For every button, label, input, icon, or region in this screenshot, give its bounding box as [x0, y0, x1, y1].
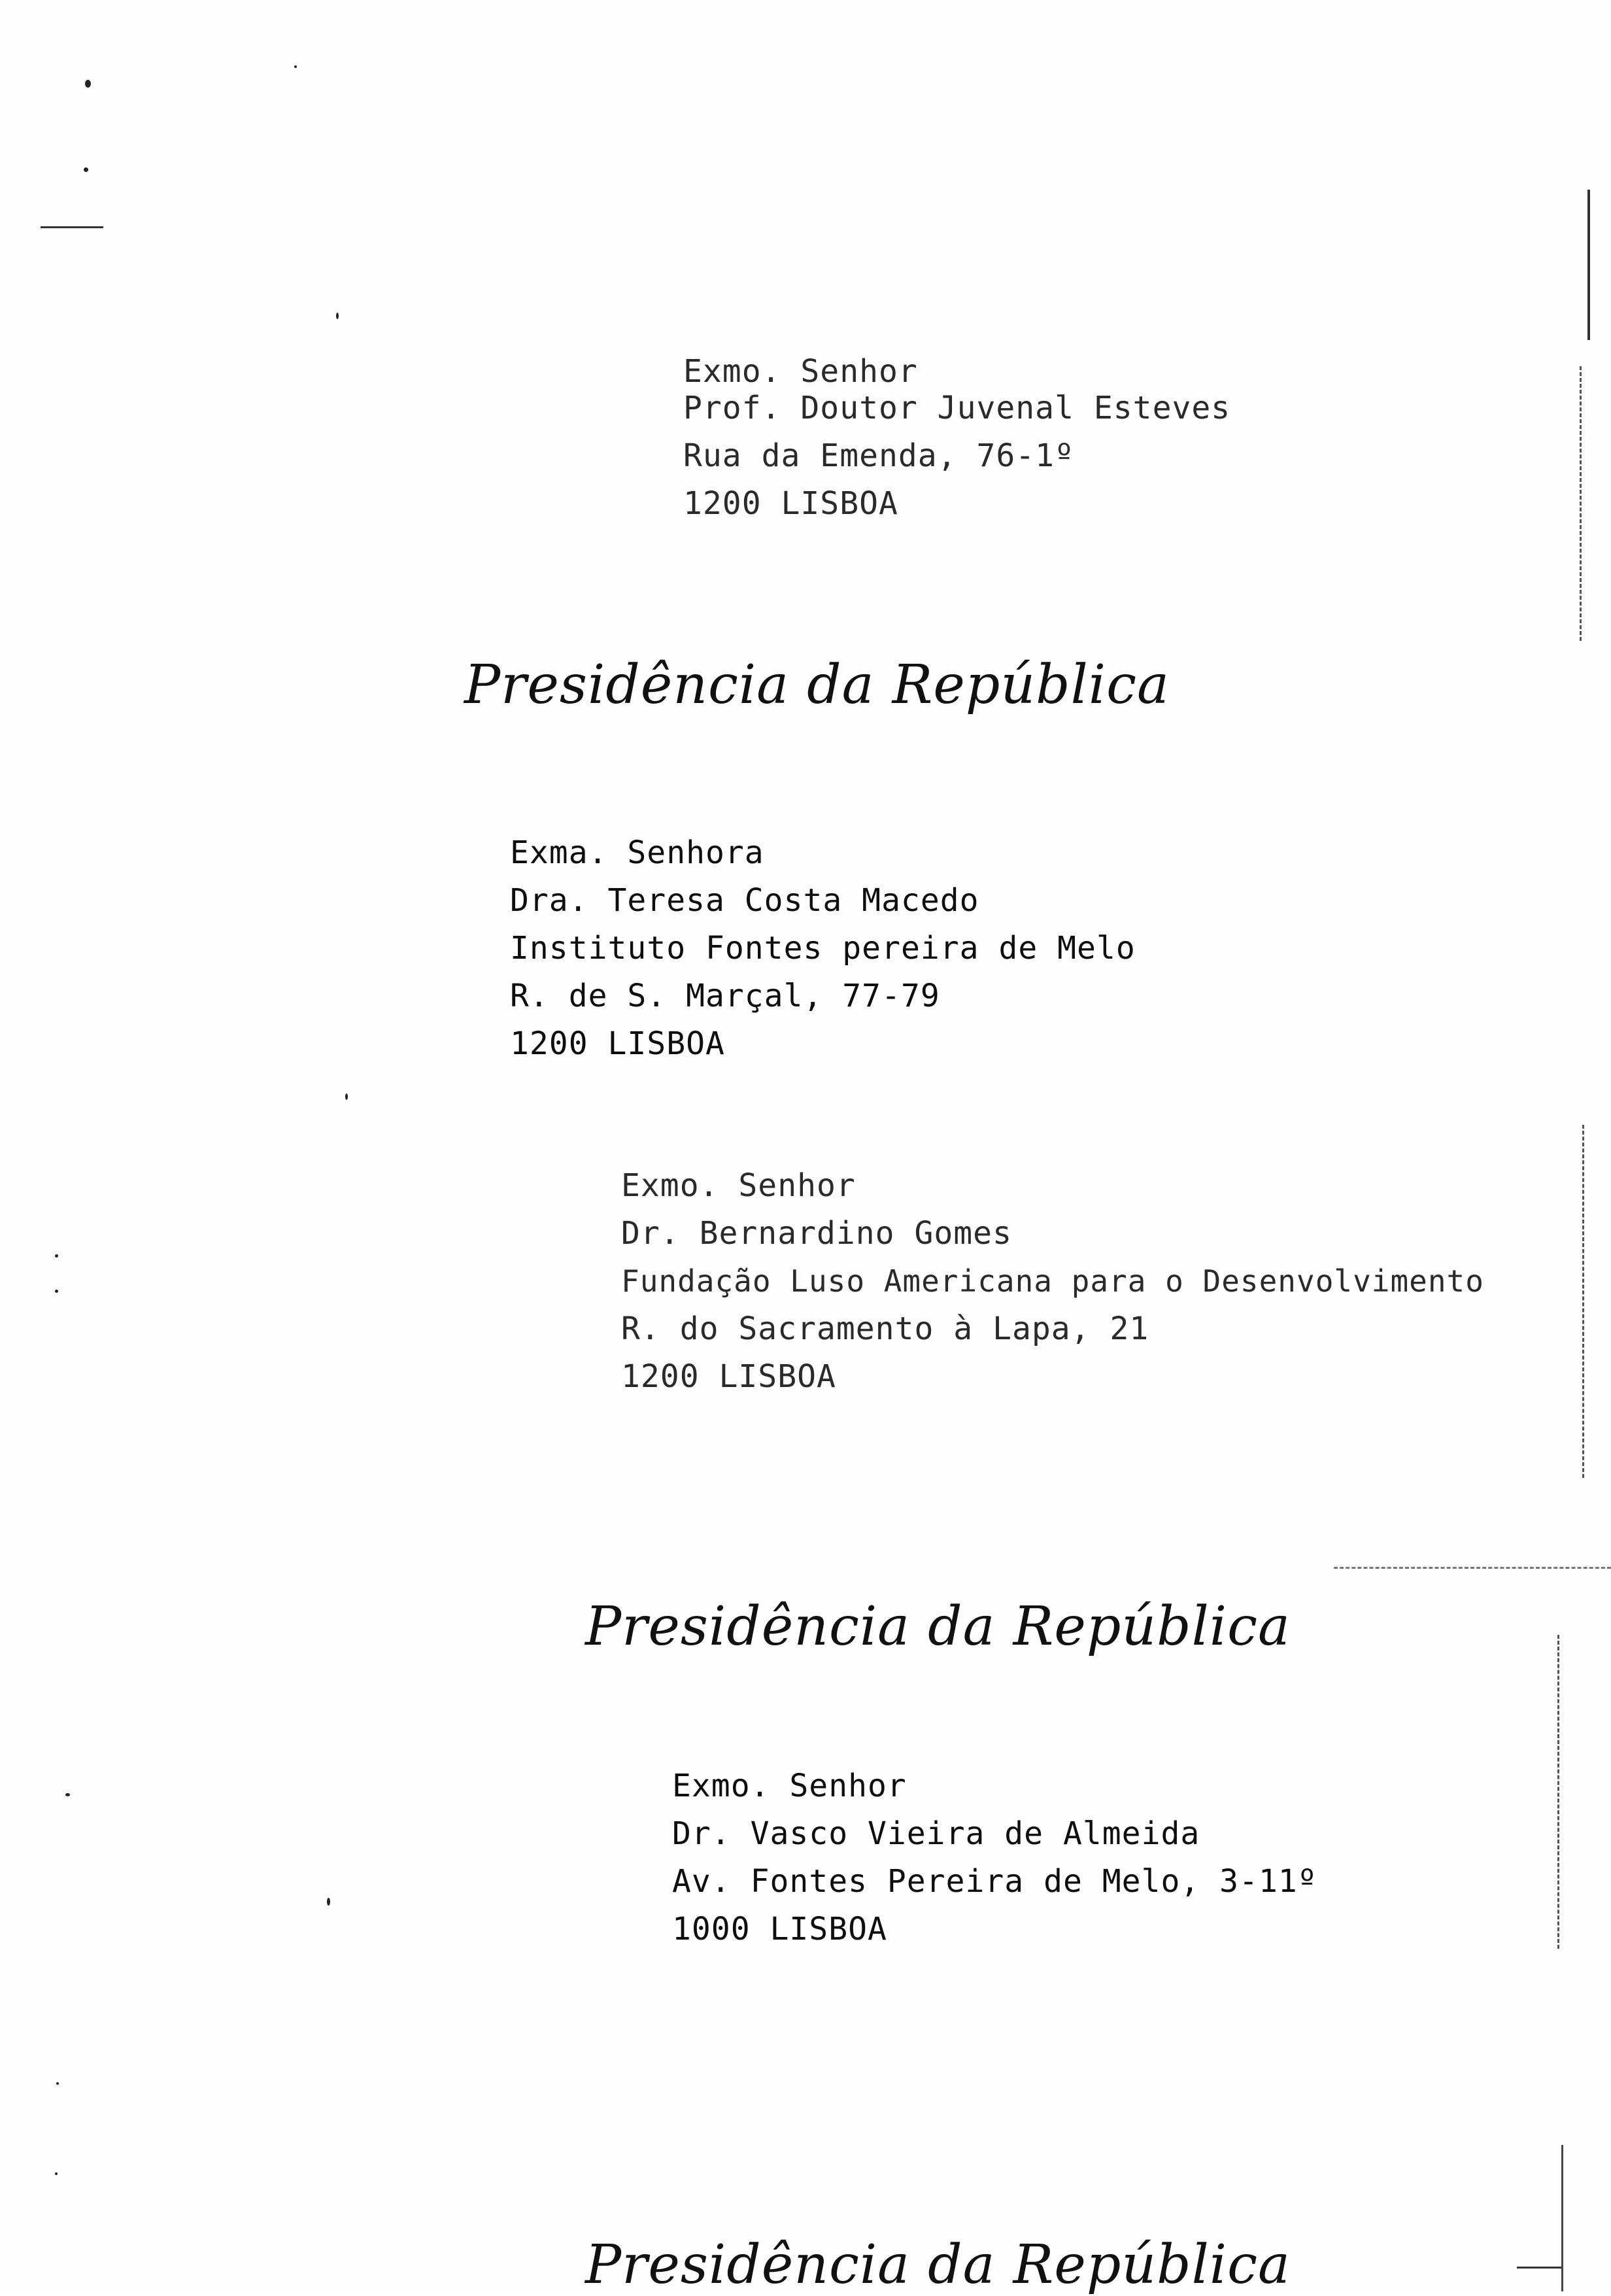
corner-mark	[1517, 2267, 1561, 2269]
right-edge-mark	[1557, 1635, 1559, 1949]
scan-dot	[327, 1898, 330, 1906]
scan-dot	[294, 65, 297, 68]
address-block-4	[672, 1762, 1317, 1953]
scan-dot	[336, 313, 339, 319]
address-2-salutation: Exma. Senhora	[510, 834, 764, 871]
address-2-name: Dra. Teresa Costa Macedo	[510, 882, 979, 919]
address-3-city: 1200 LISBOA	[621, 1358, 836, 1395]
scan-dot	[65, 1793, 70, 1796]
letterhead-3-partial	[585, 2234, 1291, 2296]
scan-dot	[55, 2172, 58, 2175]
fold-line	[1334, 1567, 1611, 1569]
address-1-street: Rua da Emenda, 76-1º	[683, 437, 1074, 474]
address-3-street: R. do Sacramento à Lapa, 21	[621, 1311, 1149, 1347]
scan-dot	[55, 1290, 58, 1293]
right-edge-mark	[1580, 366, 1582, 641]
address-2-institution: Instituto Fontes pereira de Melo	[510, 930, 1136, 967]
scan-dot	[345, 1093, 348, 1100]
right-edge-mark	[1582, 1125, 1584, 1478]
address-1-city: 1200 LISBOA	[683, 485, 898, 522]
address-4-salutation: Exmo. Senhor	[672, 1768, 907, 1804]
scan-dot	[84, 167, 88, 172]
letterhead-1: Presidência da República	[464, 654, 1170, 716]
address-block-1	[683, 353, 1231, 528]
scan-dot	[56, 2082, 59, 2085]
left-edge-mark	[41, 226, 103, 228]
scan-dot	[55, 1254, 58, 1258]
address-2-street: R. de S. Marçal, 77-79	[510, 978, 940, 1014]
address-block-2	[510, 829, 1136, 1068]
scan-dot	[85, 80, 91, 88]
letterhead-2: Presidência da República	[585, 1596, 1291, 1658]
address-3-salutation: Exmo. Senhor	[621, 1167, 856, 1204]
right-edge-mark	[1561, 2145, 1563, 2291]
letterhead-3-text: Presidência da República	[585, 2234, 1291, 2296]
address-1-salutation: Exmo. Senhor	[683, 353, 918, 390]
address-block-3	[621, 1162, 1484, 1401]
address-4-street: Av. Fontes Pereira de Melo, 3-11º	[672, 1863, 1317, 1900]
address-3-institution: Fundação Luso Americana para o Desenvolvimento	[621, 1263, 1484, 1299]
address-3-name: Dr. Bernardino Gomes	[621, 1215, 1012, 1252]
address-4-city: 1000 LISBOA	[672, 1911, 887, 1947]
address-2-city: 1200 LISBOA	[510, 1025, 725, 1062]
address-1-name: Prof. Doutor Juvenal Esteves	[683, 390, 1231, 426]
right-edge-mark	[1587, 190, 1590, 340]
address-4-name: Dr. Vasco Vieira de Almeida	[672, 1815, 1200, 1852]
